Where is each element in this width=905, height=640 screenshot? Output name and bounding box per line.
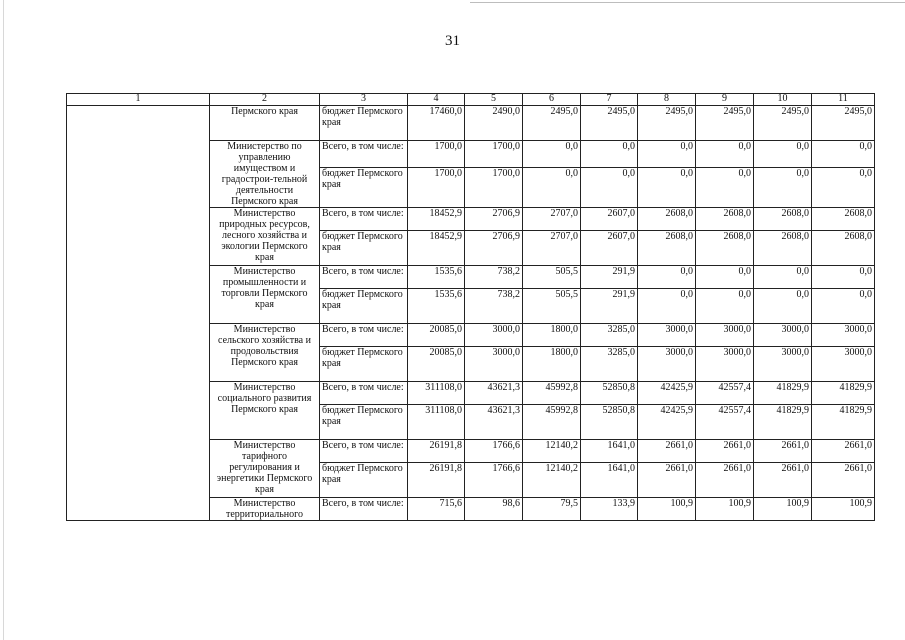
- funding-source-cell: бюджет Пермского края: [320, 289, 408, 324]
- amount-cell: 0,0: [812, 141, 875, 168]
- amount-cell: 738,2: [465, 289, 523, 324]
- amount-cell: 2661,0: [754, 440, 812, 463]
- table-row: [67, 106, 875, 141]
- amount-cell: 79,5: [523, 498, 581, 521]
- amount-cell: 42557,4: [696, 382, 754, 405]
- amount-cell: 41829,9: [754, 382, 812, 405]
- funding-source-cell: Всего, в том числе:: [320, 440, 408, 463]
- amount-cell: 17460,0: [408, 106, 465, 141]
- executor-cell: Министерство сельского хозяйства и продовольствия Пермского края: [210, 324, 320, 382]
- funding-source-cell: бюджет Пермского края: [320, 231, 408, 266]
- amount-cell: 2495,0: [812, 106, 875, 141]
- amount-cell: 42425,9: [638, 405, 696, 440]
- executor-cell: Пермского края: [210, 106, 320, 141]
- amount-cell: 0,0: [696, 289, 754, 324]
- amount-cell: 1641,0: [581, 440, 638, 463]
- executor-cell: Министерство тарифного регулирования и энергетики Пермского края: [210, 440, 320, 498]
- amount-cell: 1700,0: [408, 141, 465, 168]
- amount-cell: 0,0: [638, 141, 696, 168]
- amount-cell: 41829,9: [754, 405, 812, 440]
- amount-cell: 2608,0: [812, 208, 875, 231]
- funding-source-cell: бюджет Пермского края: [320, 463, 408, 498]
- amount-cell: 100,9: [638, 498, 696, 521]
- amount-cell: 100,9: [812, 498, 875, 521]
- amount-cell: 2495,0: [581, 106, 638, 141]
- program-column-cell: [67, 106, 210, 521]
- funding-source-cell: Всего, в том числе:: [320, 266, 408, 289]
- amount-cell: 1766,6: [465, 440, 523, 463]
- amount-cell: 12140,2: [523, 440, 581, 463]
- amount-cell: 0,0: [523, 141, 581, 168]
- amount-cell: 0,0: [696, 266, 754, 289]
- amount-cell: 1535,6: [408, 289, 465, 324]
- executor-cell: Министерство по управлению имуществом и градострои-тельной деятельности Пермского края: [210, 141, 320, 208]
- amount-cell: 52850,8: [581, 405, 638, 440]
- amount-cell: 2495,0: [638, 106, 696, 141]
- amount-cell: 2661,0: [638, 440, 696, 463]
- amount-cell: 3000,0: [638, 324, 696, 347]
- amount-cell: 3000,0: [696, 347, 754, 382]
- funding-source-cell: Всего, в том числе:: [320, 208, 408, 231]
- amount-cell: 715,6: [408, 498, 465, 521]
- amount-cell: 3000,0: [812, 347, 875, 382]
- scan-edge-left: [3, 0, 4, 640]
- amount-cell: 1535,6: [408, 266, 465, 289]
- amount-cell: 26191,8: [408, 440, 465, 463]
- amount-cell: 0,0: [696, 141, 754, 168]
- amount-cell: 2490,0: [465, 106, 523, 141]
- executor-cell: Министерство социального развития Пермского края: [210, 382, 320, 440]
- amount-cell: 3285,0: [581, 347, 638, 382]
- amount-cell: 2608,0: [754, 208, 812, 231]
- amount-cell: 291,9: [581, 266, 638, 289]
- amount-cell: 18452,9: [408, 231, 465, 266]
- header-cell: 11: [812, 94, 875, 106]
- amount-cell: 18452,9: [408, 208, 465, 231]
- amount-cell: 41829,9: [812, 382, 875, 405]
- amount-cell: 20085,0: [408, 324, 465, 347]
- amount-cell: 98,6: [465, 498, 523, 521]
- table-body: [67, 106, 875, 521]
- amount-cell: 3000,0: [638, 347, 696, 382]
- funding-source-cell: бюджет Пермского края: [320, 167, 408, 207]
- amount-cell: 100,9: [754, 498, 812, 521]
- amount-cell: 0,0: [638, 289, 696, 324]
- amount-cell: 0,0: [581, 141, 638, 168]
- amount-cell: 3000,0: [754, 324, 812, 347]
- amount-cell: 20085,0: [408, 347, 465, 382]
- amount-cell: 505,5: [523, 266, 581, 289]
- amount-cell: 0,0: [812, 289, 875, 324]
- header-cell: 9: [696, 94, 754, 106]
- scan-top-line: [470, 2, 905, 3]
- header-cell: 7: [581, 94, 638, 106]
- amount-cell: 738,2: [465, 266, 523, 289]
- amount-cell: 2608,0: [754, 231, 812, 266]
- funding-source-cell: бюджет Пермского края: [320, 347, 408, 382]
- executor-cell: Министерство промышленности и торговли Пермского края: [210, 266, 320, 324]
- amount-cell: 1700,0: [408, 167, 465, 207]
- amount-cell: 2608,0: [638, 231, 696, 266]
- amount-cell: 42557,4: [696, 405, 754, 440]
- amount-cell: 0,0: [754, 167, 812, 207]
- amount-cell: 2661,0: [812, 463, 875, 498]
- amount-cell: 12140,2: [523, 463, 581, 498]
- amount-cell: 0,0: [638, 266, 696, 289]
- funding-source-cell: бюджет Пермского края: [320, 106, 408, 141]
- amount-cell: 1700,0: [465, 141, 523, 168]
- amount-cell: 45992,8: [523, 405, 581, 440]
- header-cell: 6: [523, 94, 581, 106]
- amount-cell: 3000,0: [465, 347, 523, 382]
- amount-cell: 2661,0: [696, 463, 754, 498]
- amount-cell: 2661,0: [812, 440, 875, 463]
- amount-cell: 45992,8: [523, 382, 581, 405]
- amount-cell: 2706,9: [465, 208, 523, 231]
- amount-cell: 0,0: [812, 266, 875, 289]
- header-cell: 3: [320, 94, 408, 106]
- amount-cell: 52850,8: [581, 382, 638, 405]
- amount-cell: 2495,0: [523, 106, 581, 141]
- amount-cell: 0,0: [754, 266, 812, 289]
- executor-cell: Министерство территориального: [210, 498, 320, 521]
- header-cell: 1: [67, 94, 210, 106]
- executor-cell: Министерство природных ресурсов, лесного хозяйства и экологии Пермского края: [210, 208, 320, 266]
- header-cell: 2: [210, 94, 320, 106]
- amount-cell: 2607,0: [581, 231, 638, 266]
- funding-source-cell: Всего, в том числе:: [320, 382, 408, 405]
- amount-cell: 311108,0: [408, 382, 465, 405]
- amount-cell: 133,9: [581, 498, 638, 521]
- amount-cell: 43621,3: [465, 382, 523, 405]
- amount-cell: 1641,0: [581, 463, 638, 498]
- amount-cell: 1800,0: [523, 324, 581, 347]
- amount-cell: 0,0: [523, 167, 581, 207]
- amount-cell: 43621,3: [465, 405, 523, 440]
- amount-cell: 100,9: [696, 498, 754, 521]
- amount-cell: 26191,8: [408, 463, 465, 498]
- amount-cell: 311108,0: [408, 405, 465, 440]
- amount-cell: 2608,0: [696, 231, 754, 266]
- amount-cell: 3000,0: [812, 324, 875, 347]
- amount-cell: 2707,0: [523, 208, 581, 231]
- amount-cell: 2608,0: [696, 208, 754, 231]
- amount-cell: 2607,0: [581, 208, 638, 231]
- amount-cell: 0,0: [696, 167, 754, 207]
- amount-cell: 0,0: [754, 141, 812, 168]
- amount-cell: 42425,9: [638, 382, 696, 405]
- header-cell: 5: [465, 94, 523, 106]
- funding-source-cell: Всего, в том числе:: [320, 141, 408, 168]
- amount-cell: 2608,0: [812, 231, 875, 266]
- amount-cell: 0,0: [812, 167, 875, 207]
- amount-cell: 2707,0: [523, 231, 581, 266]
- amount-cell: 2495,0: [696, 106, 754, 141]
- table-header-row: [67, 94, 875, 106]
- amount-cell: 3285,0: [581, 324, 638, 347]
- amount-cell: 0,0: [581, 167, 638, 207]
- amount-cell: 2661,0: [696, 440, 754, 463]
- amount-cell: 505,5: [523, 289, 581, 324]
- funding-source-cell: Всего, в том числе:: [320, 498, 408, 521]
- amount-cell: 2608,0: [638, 208, 696, 231]
- amount-cell: 3000,0: [465, 324, 523, 347]
- amount-cell: 2495,0: [754, 106, 812, 141]
- amount-cell: 1766,6: [465, 463, 523, 498]
- amount-cell: 41829,9: [812, 405, 875, 440]
- amount-cell: 2661,0: [638, 463, 696, 498]
- header-cell: 4: [408, 94, 465, 106]
- budget-table: [66, 93, 875, 521]
- amount-cell: 2661,0: [754, 463, 812, 498]
- amount-cell: 291,9: [581, 289, 638, 324]
- amount-cell: 0,0: [638, 167, 696, 207]
- amount-cell: 3000,0: [696, 324, 754, 347]
- amount-cell: 0,0: [754, 289, 812, 324]
- page-number: 31: [445, 33, 460, 49]
- header-cell: 10: [754, 94, 812, 106]
- amount-cell: 1700,0: [465, 167, 523, 207]
- amount-cell: 1800,0: [523, 347, 581, 382]
- header-cell: 8: [638, 94, 696, 106]
- amount-cell: 2706,9: [465, 231, 523, 266]
- amount-cell: 3000,0: [754, 347, 812, 382]
- funding-source-cell: Всего, в том числе:: [320, 324, 408, 347]
- funding-source-cell: бюджет Пермского края: [320, 405, 408, 440]
